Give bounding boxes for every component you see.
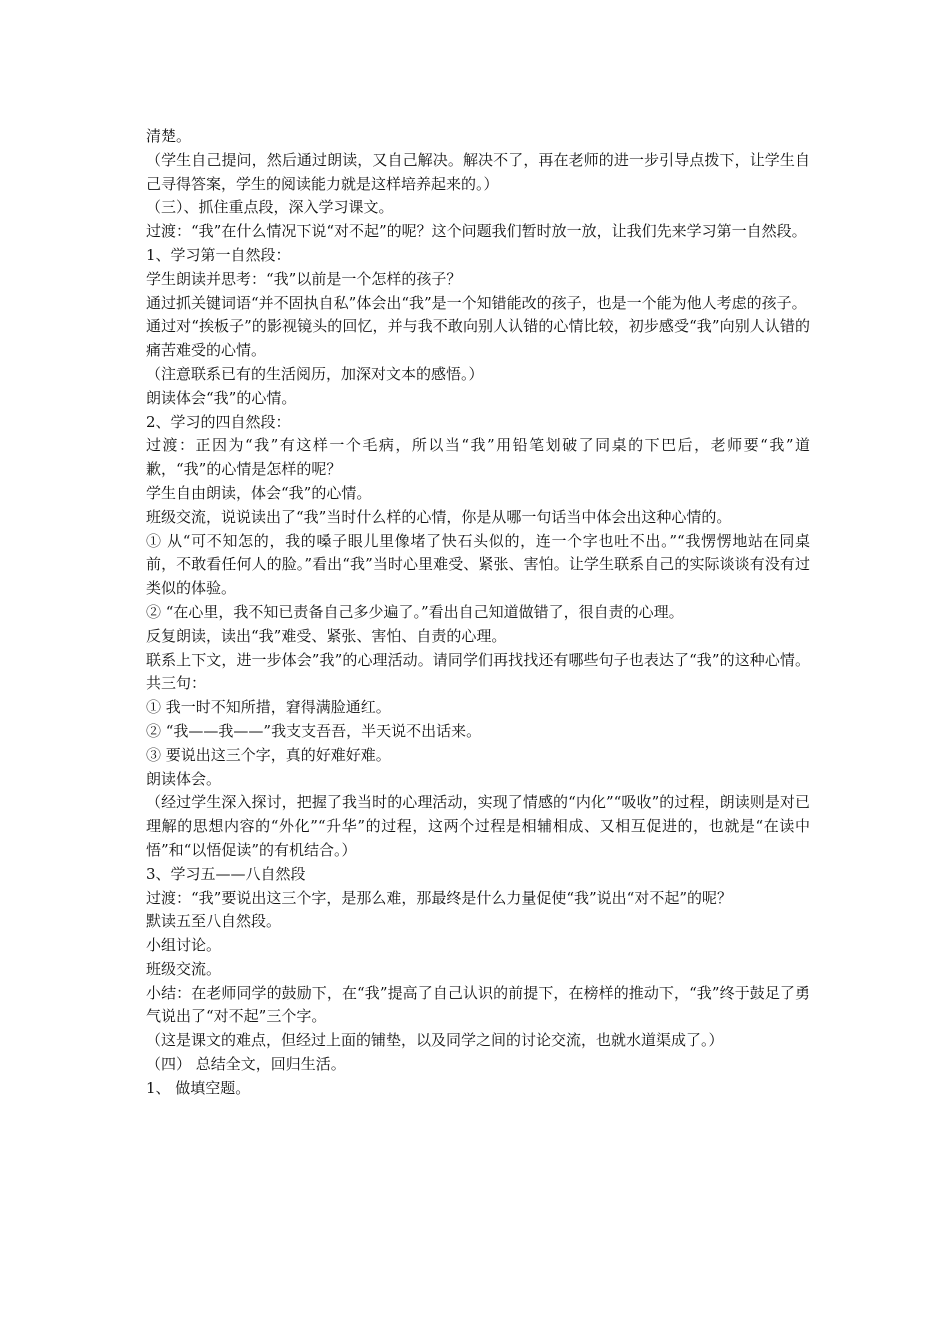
paragraph: 通过抓关键词语“并不固执自私”体会出“我”是一个知错能改的孩子，也是一个能为他人考虑的孩子。 [146, 293, 807, 312]
document-page [146, 125, 810, 1101]
paragraph: 班级交流。 [146, 959, 222, 978]
paragraph: 清楚。 [146, 127, 192, 145]
paragraph: 学生自由朗读，体会“我”的心情。 [146, 483, 372, 502]
paragraph: 过渡：“我”要说出这三个字，是那么难，那最终是什么力量促使“我”说出“对不起”的呢？ [146, 888, 733, 907]
paragraph: （注意联系已有的生活阅历，加深对文本的感悟。） [146, 364, 484, 383]
paragraph: 过渡：“我”在什么情况下说“对不起”的呢？这个问题我们暂时放一放，让我们先来学习第一自然段。 [146, 222, 807, 241]
paragraph: 默读五至八自然段。 [146, 912, 282, 931]
paragraph: 小组讨论。 [146, 936, 222, 955]
sub-heading: 3、学习五——八自然段 [146, 864, 306, 883]
list-item: ① 我一时不知所措，窘得满脸通红。 [146, 698, 391, 717]
list-item: ① 从“可不知怎的，我的嗓子眼儿里像堵了快石头似的，连一个字也吐不出。”“我愣愣地站在同桌前，不敢看任何人的脸。”看出“我”当时心里难受、紧张、害怕。让学生联系自己的实际谈谈有没有过类似的体验。 [146, 531, 810, 598]
paragraph: 过渡：正因为“我”有这样一个毛病，所以当“我”用铅笔划破了同桌的下巴后，老师要“我”道歉，“我”的心情是怎样的呢？ [146, 436, 810, 479]
paragraph: （这是课文的难点，但经过上面的铺垫，以及同学之间的讨论交流，也就水道渠成了。） [146, 1031, 724, 1050]
paragraph: 小结：在老师同学的鼓励下，在“我”提高了自己认识的前提下，在榜样的推动下，“我”终于鼓足了勇气说出了“对不起”三个字。 [146, 983, 810, 1026]
section-heading: （四） 总结全文，回归生活。 [146, 1055, 346, 1074]
sub-heading: 1、 做填空题。 [146, 1078, 251, 1097]
paragraph: 通过对“挨板子”的影视镜头的回忆，并与我不敢向别人认错的心情比较，初步感受“我”向别人认错的痛苦难受的心情。 [146, 317, 810, 360]
list-item: ③ 要说出这三个字，真的好难好难。 [146, 745, 391, 764]
list-item: ② “我——我——”我支支吾吾，半天说不出话来。 [146, 721, 482, 740]
paragraph: 班级交流，说说读出了“我”当时什么样的心情，你是从哪一句话当中体会出这种心情的。 [146, 507, 732, 526]
paragraph: （经过学生深入探讨，把握了我当时的心理活动，实现了情感的“内化”“吸收”的过程，朗读则是对已理解的思想内容的“外化”“升华”的过程，这两个过程是相辅相成、又相互促进的，也就是“在读中悟”和“以悟促读”的有机结合。） [146, 793, 810, 859]
list-item: ② “在心里，我不知已责备自己多少遍了。”看出自己知道做错了，很自责的心理。 [146, 602, 684, 621]
sub-heading: 1、学习第一自然段： [146, 245, 291, 264]
paragraph: 朗读体会“我”的心情。 [146, 388, 297, 407]
paragraph: 联系上下文，进一步体会”我”的心理活动。请同学们再找找还有哪些句子也表达了“我”的这种心情。共三句： [146, 650, 810, 693]
sub-heading: 2、学习的四自然段： [146, 412, 291, 431]
paragraph: 学生朗读并思考：“我”以前是一个怎样的孩子？ [146, 269, 462, 288]
section-heading: （三）、抓住重点段，深入学习课文。 [146, 198, 394, 217]
paragraph: （学生自己提问，然后通过朗读，又自己解决。解决不了，再在老师的进一步引导点拨下，让学生自己寻得答案，学生的阅读能力就是这样培养起来的。） [146, 150, 810, 193]
paragraph: 朗读体会。 [146, 769, 222, 788]
paragraph: 反复朗读，读出“我”难受、紧张、害怕、自责的心理。 [146, 626, 507, 645]
